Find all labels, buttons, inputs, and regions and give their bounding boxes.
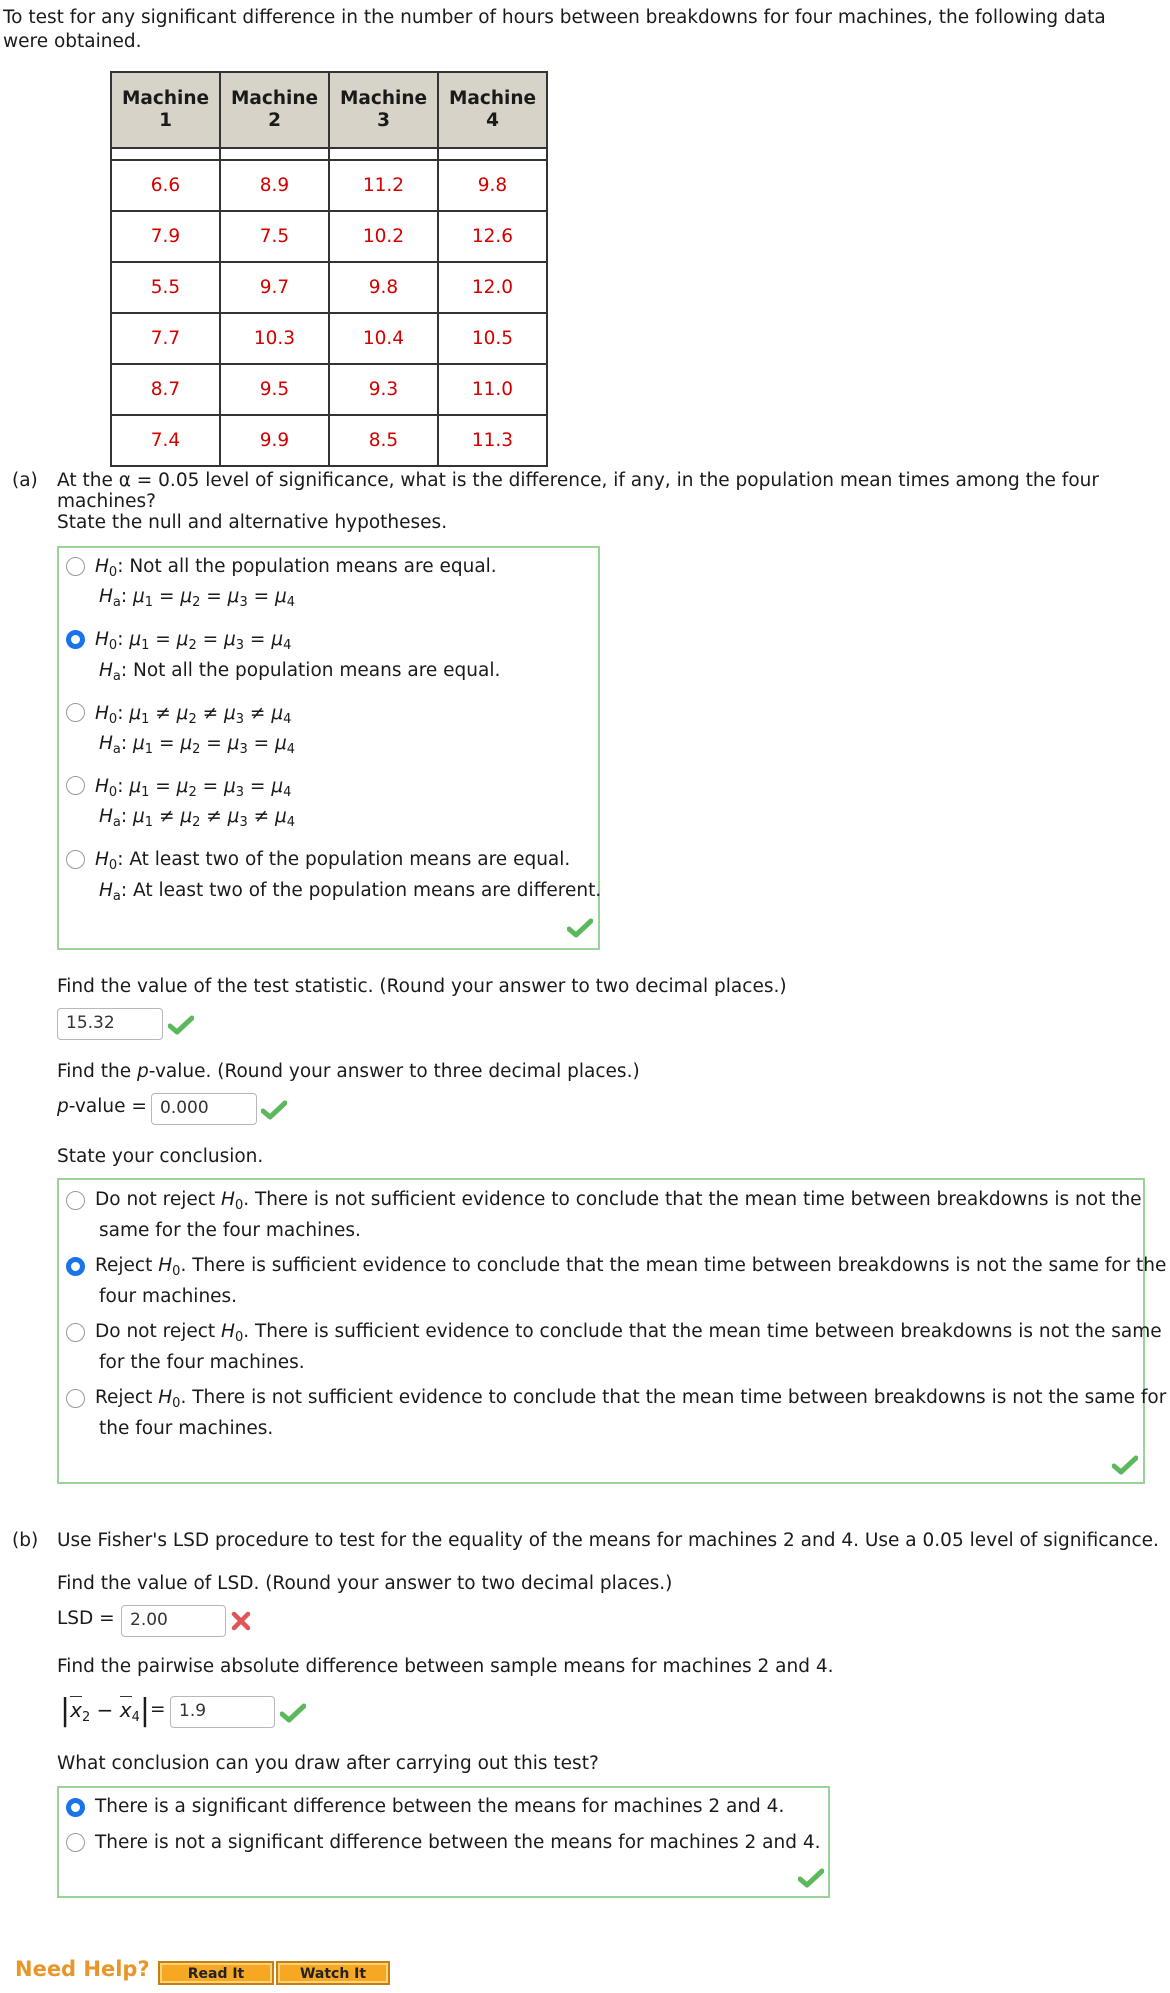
conclusion-option-text-line2: same for the four machines. xyxy=(99,1220,361,1241)
table-cell: 8.7 xyxy=(111,364,220,415)
draw-option-radio[interactable] xyxy=(66,1833,85,1852)
part-b-label: (b) xyxy=(12,1530,39,1551)
table-cell: 9.9 xyxy=(220,415,329,466)
table-cell: 12.6 xyxy=(438,211,547,262)
conclusion-option-text-line2: for the four machines. xyxy=(99,1352,305,1373)
table-cell: 9.7 xyxy=(220,262,329,313)
table-cell: 10.2 xyxy=(329,211,438,262)
hypothesis-option-radio-selected[interactable] xyxy=(66,630,85,649)
incorrect-cross-icon xyxy=(230,1610,252,1632)
table-cell: 10.3 xyxy=(220,313,329,364)
table-row xyxy=(111,262,547,313)
conclusion-option-radio-selected[interactable] xyxy=(66,1257,85,1276)
data-table xyxy=(110,71,548,467)
draw-conclusion-prompt: What conclusion can you draw after carrying out this test? xyxy=(57,1753,599,1774)
part-b-question: Use Fisher's LSD procedure to test for the equality of the means for machines 2 and 4. Use a 0.05 level of significance. xyxy=(57,1530,1159,1551)
table-cell: 12.0 xyxy=(438,262,547,313)
conclusion-option-radio[interactable] xyxy=(66,1191,85,1210)
correct-check-icon xyxy=(567,918,593,938)
table-cell: 8.5 xyxy=(329,415,438,466)
diff-input[interactable]: 1.9 xyxy=(170,1696,275,1728)
hypothesis-option-h0: $H_0$: $\mu_1 \ne \mu_2 \ne \mu_3 \ne \mu_4$ xyxy=(95,703,292,727)
table-cell: 7.9 xyxy=(111,211,220,262)
pvalue-label: p-value = xyxy=(57,1096,147,1117)
pvalue-input[interactable]: 0.000 xyxy=(151,1093,257,1125)
table-cell: 8.9 xyxy=(220,160,329,211)
hypothesis-option-h0: $H_0$: $\mu_1 = \mu_2 = \mu_3 = \mu_4$ xyxy=(95,776,292,800)
pvalue-prompt: Find the p-value. (Round your answer to three decimal places.) xyxy=(57,1061,640,1082)
lsd-label: LSD = xyxy=(57,1608,115,1629)
equals-sign: = xyxy=(150,1699,166,1720)
hypothesis-option-radio[interactable] xyxy=(66,557,85,576)
table-cell: 11.3 xyxy=(438,415,547,466)
hypothesis-option-ha: $H_a$: At least two of the population means are different. xyxy=(99,880,602,904)
table-header: Machine 4 xyxy=(438,72,547,148)
correct-check-icon xyxy=(798,1868,824,1888)
table-row xyxy=(111,364,547,415)
table-header: Machine 2 xyxy=(220,72,329,148)
lsd-prompt: Find the value of LSD. (Round your answer to two decimal places.) xyxy=(57,1573,673,1594)
table-cell: 10.4 xyxy=(329,313,438,364)
table-cell: 9.3 xyxy=(329,364,438,415)
table-cell: 9.8 xyxy=(438,160,547,211)
table-header: Machine 1 xyxy=(111,72,220,148)
abs-diff-formula: $|x_2 - x_4|$ xyxy=(60,1693,150,1728)
table-cell: 11.2 xyxy=(329,160,438,211)
hypothesis-option-h0: $H_0$: At least two of the population means are equal. xyxy=(95,849,571,873)
table-header: Machine 3 xyxy=(329,72,438,148)
correct-check-icon xyxy=(261,1100,287,1120)
hypothesis-option-radio[interactable] xyxy=(66,776,85,795)
hypothesis-option-h0: $H_0$: $\mu_1 = \mu_2 = \mu_3 = \mu_4$ xyxy=(95,629,292,653)
correct-check-icon xyxy=(280,1703,306,1723)
test-stat-prompt: Find the value of the test statistic. (Round your answer to two decimal places.) xyxy=(57,976,787,997)
hypothesis-option-ha: $H_a$: $\mu_1 = \mu_2 = \mu_3 = \mu_4$ xyxy=(99,586,296,610)
table-row xyxy=(111,211,547,262)
table-cell: 7.5 xyxy=(220,211,329,262)
conclusion-option-text: Do not reject $H_0$. There is sufficient evidence to conclude that the mean time between breakdowns is not the same xyxy=(95,1321,1162,1345)
part-a-question: At the α = 0.05 level of significance, what is the difference, if any, in the population mean times among the four machines? xyxy=(57,470,1099,512)
hypothesis-option-ha: $H_a$: Not all the population means are equal. xyxy=(99,660,501,684)
conclusion-option-text: Reject $H_0$. There is not sufficient evidence to conclude that the mean time between breakdowns is not the same for xyxy=(95,1387,1167,1411)
table-row xyxy=(111,313,547,364)
hypothesis-option-radio[interactable] xyxy=(66,850,85,869)
table-header-row xyxy=(111,72,547,148)
conclusion-option-radio[interactable] xyxy=(66,1389,85,1408)
table-cell: 10.5 xyxy=(438,313,547,364)
draw-option-text: There is a significant difference between the means for machines 2 and 4. xyxy=(95,1796,785,1817)
intro-text: To test for any significant difference in the number of hours between breakdowns for four machines, the following data were obtained. xyxy=(3,7,1106,52)
table-cell: 7.7 xyxy=(111,313,220,364)
read-it-button[interactable]: Read It xyxy=(158,1961,274,1985)
hypotheses-prompt: State the null and alternative hypotheses. xyxy=(57,512,448,533)
correct-check-icon xyxy=(1112,1455,1138,1475)
table-cell: 7.4 xyxy=(111,415,220,466)
diff-prompt: Find the pairwise absolute difference between sample means for machines 2 and 4. xyxy=(57,1656,834,1677)
correct-check-icon xyxy=(168,1015,194,1035)
test-stat-input[interactable]: 15.32 xyxy=(57,1008,163,1040)
draw-option-text: There is not a significant difference between the means for machines 2 and 4. xyxy=(95,1832,821,1853)
watch-it-button[interactable]: Watch It xyxy=(276,1961,390,1985)
table-cell: 9.8 xyxy=(329,262,438,313)
lsd-input[interactable]: 2.00 xyxy=(121,1605,226,1637)
draw-option-radio-selected[interactable] xyxy=(66,1798,85,1817)
hypothesis-option-ha: $H_a$: $\mu_1 = \mu_2 = \mu_3 = \mu_4$ xyxy=(99,733,296,757)
hypothesis-option-ha: $H_a$: $\mu_1 \ne \mu_2 \ne \mu_3 \ne \mu_4$ xyxy=(99,806,296,830)
table-cell: 6.6 xyxy=(111,160,220,211)
table-cell: 11.0 xyxy=(438,364,547,415)
table-row xyxy=(111,415,547,466)
conclusion-option-text-line2: the four machines. xyxy=(99,1418,274,1439)
conclusion-option-text-line2: four machines. xyxy=(99,1286,238,1307)
need-help-label: Need Help? xyxy=(15,1957,150,1981)
table-cell: 9.5 xyxy=(220,364,329,415)
table-cell: 5.5 xyxy=(111,262,220,313)
conclusion-option-text: Reject $H_0$. There is sufficient evidence to conclude that the mean time between breakdowns is not the same for the xyxy=(95,1255,1167,1279)
hypothesis-option-h0: $H_0$: Not all the population means are equal. xyxy=(95,556,497,580)
part-a-label: (a) xyxy=(12,470,38,491)
table-row xyxy=(111,160,547,211)
hypothesis-option-radio[interactable] xyxy=(66,703,85,722)
conclusion-option-text: Do not reject $H_0$. There is not sufficient evidence to conclude that the mean time between breakdowns is not the xyxy=(95,1189,1142,1213)
conclusion-prompt: State your conclusion. xyxy=(57,1146,264,1167)
conclusion-option-radio[interactable] xyxy=(66,1323,85,1342)
